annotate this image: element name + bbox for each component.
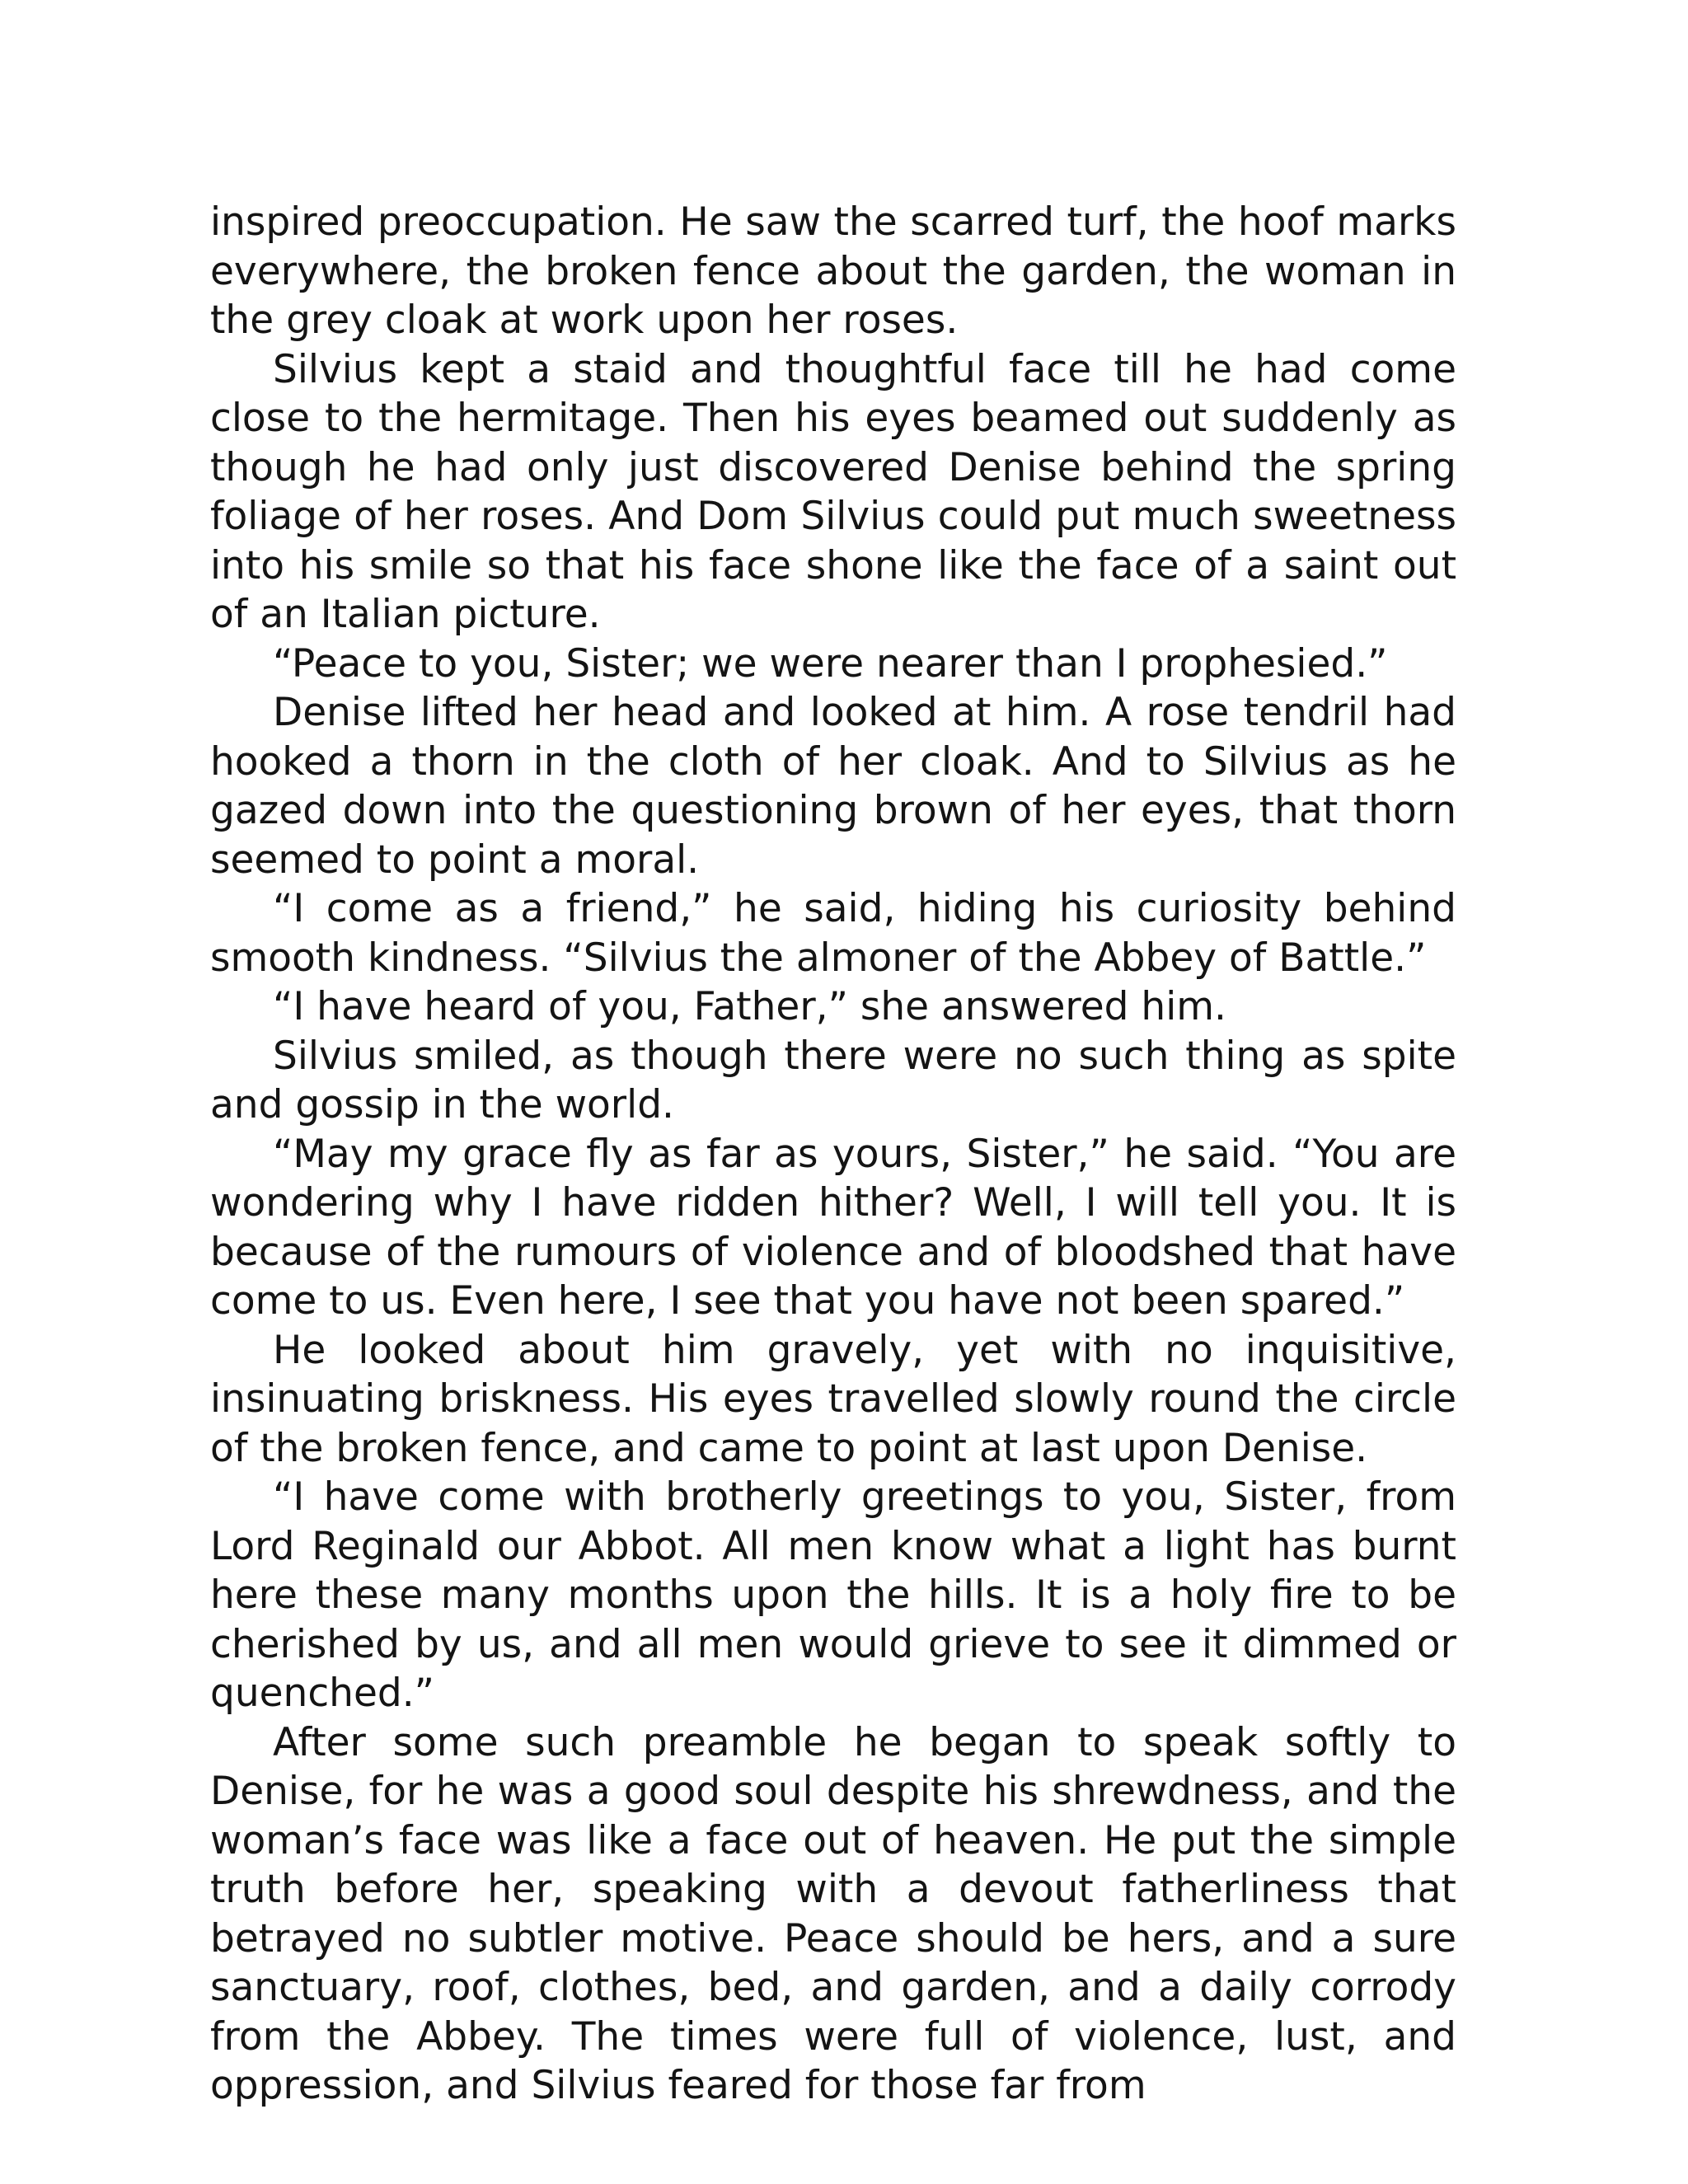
paragraph-1: inspired preoccupation. He saw the scarred turf, the hoof marks everywhere, the broken fence about the garden, the woman in the grey cloak at work upon her roses.: [210, 199, 1456, 343]
paragraph-11: After some such preamble he began to speak softly to Denise, for he was a good soul despite his shrewdness, and the woman’s face was like a face out of heaven. He put the simple truth before her, speaking with a devout fatherliness that betrayed no subtler motive. Peace should be hers, and a sure sanctuary, roof, clothes, bed, and garden, and a daily corrody from the Abbey. The times were full of violence, lust, and oppression, and Silvius feared for those far from: [210, 1719, 1456, 2108]
paragraph-9: He looked about him gravely, yet with no inquisitive, insinuating briskness. His eyes travelled slowly round the circle of the broken fence, and came to point at last upon Denise.: [210, 1327, 1456, 1471]
paragraph-8: “May my grace fly as far as yours, Sister,” he said. “You are wondering why I have ridden hither? Well, I will tell you. It is because of the rumours of violence and of bloodshed that have come to us. Even here, I see that you have not been spared.”: [210, 1131, 1456, 1324]
paragraph-4: Denise lifted her head and looked at him. A rose tendril had hooked a thorn in the cloth of her cloak. And to Silvius as he gazed down into the questioning brown of her eyes, that thorn seemed to point a moral.: [210, 690, 1456, 883]
paragraph-5: “I come as a friend,” he said, hiding his curiosity behind smooth kindness. “Silvius the almoner of the Abbey of Battle.”: [210, 886, 1456, 981]
paragraph-3: “Peace to you, Sister; we were nearer than I prophesied.”: [273, 640, 1388, 687]
paragraph-10: “I have come with brotherly greetings to you, Sister, from Lord Reginald our Abbot. All men know what a light has burnt here these many months upon the hills. It is a holy fire to be cherished by us, and all men would grieve to see it dimmed or quenched.”: [210, 1474, 1456, 1716]
paragraph-2: Silvius kept a staid and thoughtful face till he had come close to the hermitage. Then his eyes beamed out suddenly as though he had only just discovered Denise behind the spring foliage of her roses. And Dom Silvius could put much sweetness into his smile so that his face shone like the face of a saint out of an Italian picture.: [210, 346, 1456, 637]
paragraph-7: Silvius smiled, as though there were no such thing as spite and gossip in the world.: [210, 1033, 1456, 1127]
paragraph-6: “I have heard of you, Father,” she answered him.: [273, 984, 1226, 1029]
page-body: [210, 198, 1456, 2111]
